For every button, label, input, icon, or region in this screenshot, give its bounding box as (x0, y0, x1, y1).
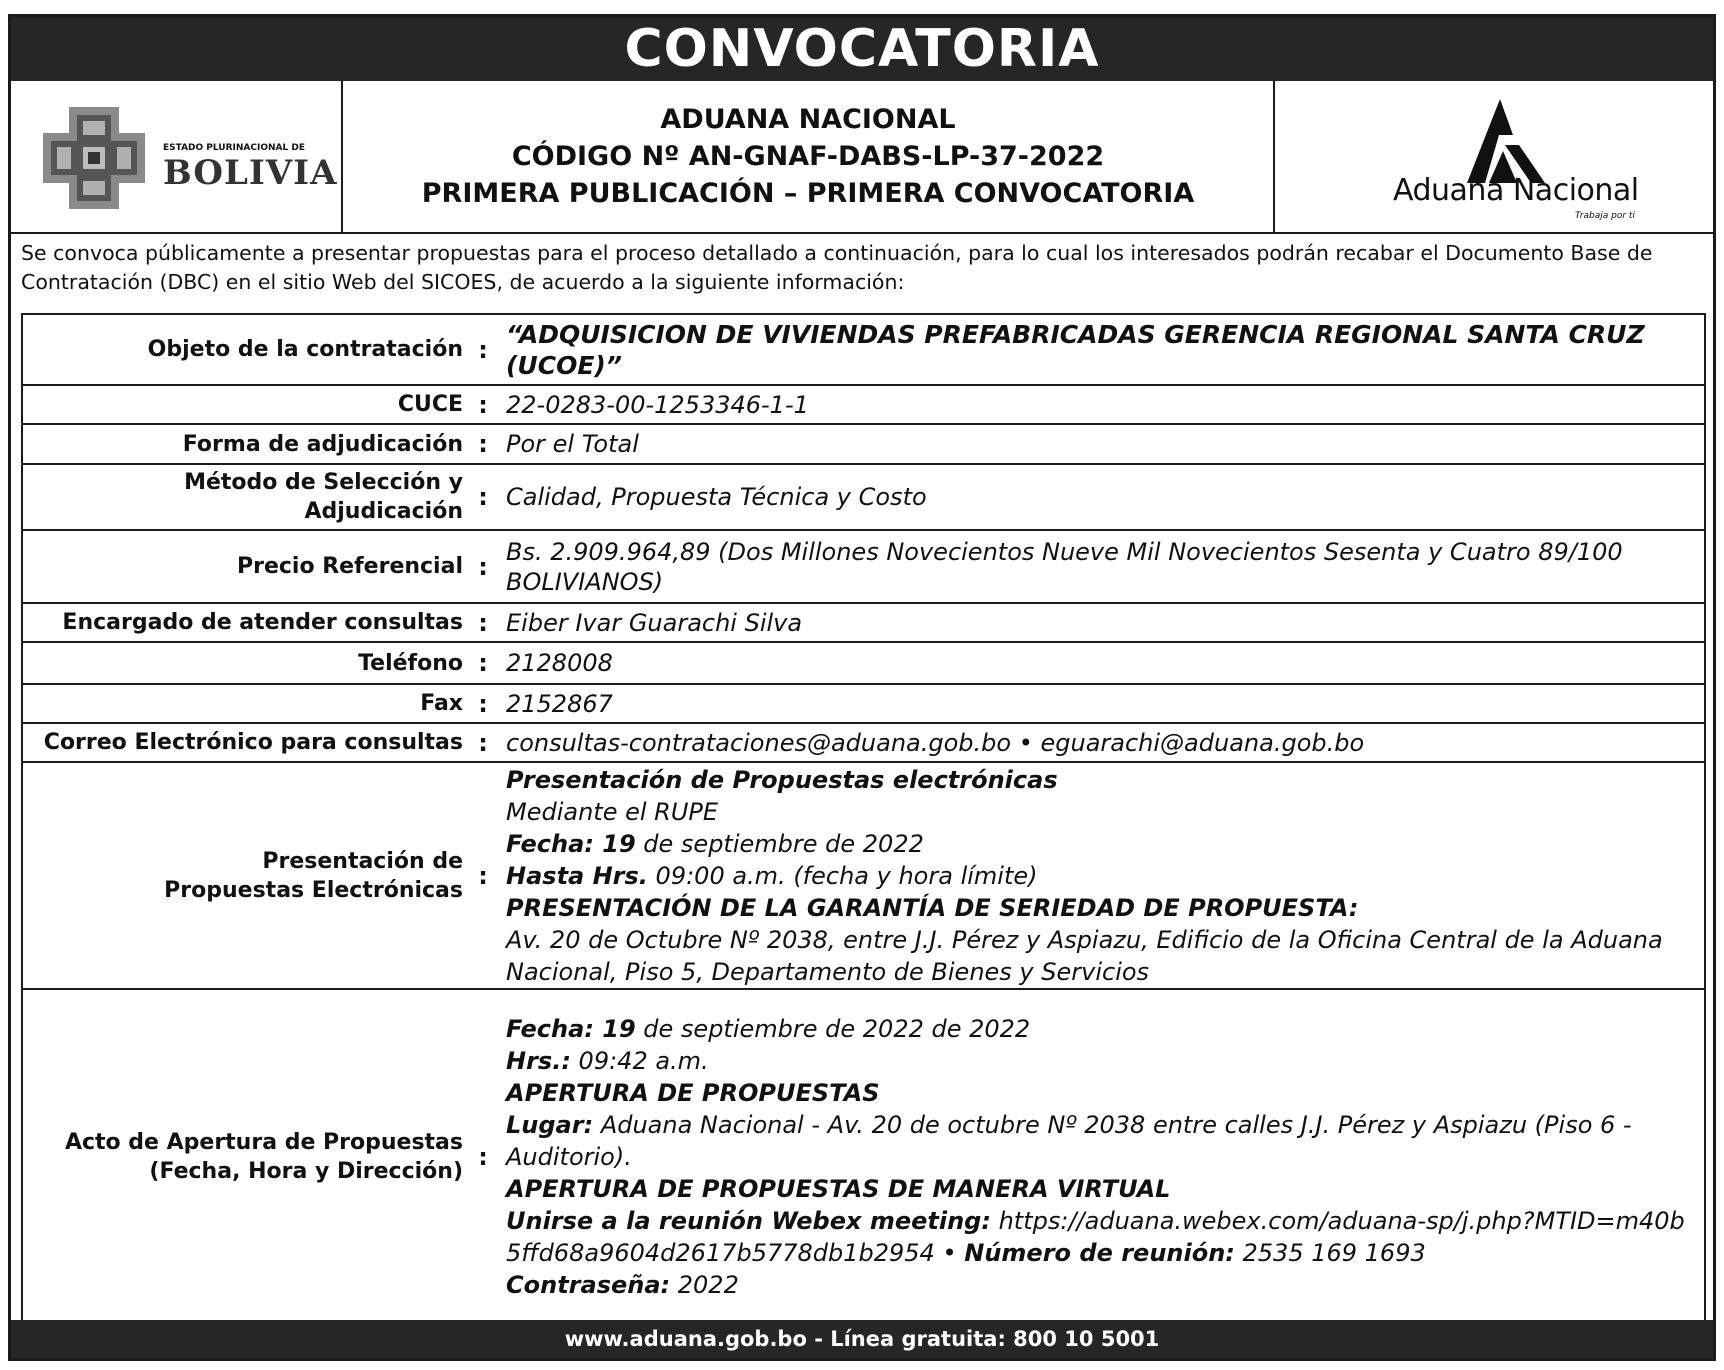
label-presentacion: Presentación de Propuestas Electrónicas (164, 848, 463, 903)
aduana-logo (1273, 81, 1715, 232)
separator: : (478, 430, 488, 458)
value-apertura (506, 990, 1694, 1323)
apertura-fecha: Fecha: 19 de septiembre de 2022 de 2022 (506, 1014, 1031, 1043)
separator: : (478, 390, 488, 419)
label-fax: Fax (420, 691, 463, 716)
row-forma (23, 423, 1704, 463)
footer-text: www.aduana.gob.bo - Línea gratuita: 800 10 5001 (564, 1327, 1160, 1351)
value-presentacion (506, 763, 1694, 988)
row-apertura (23, 988, 1704, 1323)
separator: : (478, 861, 488, 890)
apertura-webex: Unirse a la reunión Webex meeting: https://aduana.webex.com/aduana-sp/j.php?MTID=m40b5ffd68a9604d2617b5778db1b2954 • Número de reunión: 2535 169 1693 (506, 1206, 1685, 1267)
label-cuce: CUCE (397, 392, 463, 417)
bolivia-small-text: ESTADO PLURINACIONAL DE (163, 143, 305, 153)
bolivia-logo (11, 81, 343, 232)
footer-bar (11, 1320, 1713, 1358)
value-cuce: 22-0283-00-1253346-1-1 (506, 390, 809, 419)
row-fax (23, 683, 1704, 722)
value-precio: Bs. 2.909.964,89 (Dos Millones Novecientos Nueve Mil Novecientos Sesenta y Cuatro 89/100 BOLIVIANOS) (506, 537, 1623, 596)
title-banner (11, 17, 1713, 81)
apertura-lugar: Lugar: Aduana Nacional - Av. 20 de octubre Nº 2038 entre calles J.J. Pérez y Aspiazu (Piso 6 - Auditorio). (506, 1110, 1632, 1171)
value-metodo: Calidad, Propuesta Técnica y Costo (506, 483, 927, 511)
row-metodo (23, 463, 1704, 529)
label-precio: Precio Referencial (236, 554, 463, 579)
presentacion-fecha: Fecha: 19 de septiembre de 2022 (506, 829, 924, 858)
row-cuce (23, 384, 1704, 423)
row-precio (23, 529, 1704, 602)
separator: : (478, 728, 488, 757)
value-encargado: Eiber Ivar Guarachi Silva (506, 608, 803, 637)
presentacion-heading: Presentación de Propuestas electrónicas (506, 765, 1058, 794)
row-telefono (23, 641, 1704, 683)
separator: : (478, 335, 488, 364)
apertura-heading: APERTURA DE PROPUESTAS (506, 1078, 880, 1107)
value-fax: 2152867 (506, 689, 613, 718)
row-correo (23, 722, 1704, 761)
value-telefono: 2128008 (506, 649, 613, 677)
separator: : (478, 689, 488, 718)
value-forma: Por el Total (506, 430, 639, 458)
intro-paragraph: Se convoca públicamente a presentar propuestas para el proceso detallado a continuación, para lo cual los interesados podrán recabar el Documento Base de Contratación (DBC) en el sitio Web del SICOES, de acuerdo a la siguiente información: (21, 241, 1653, 294)
header-line-1: ADUANA NACIONAL (660, 104, 956, 135)
info-table (21, 313, 1706, 1325)
label-telefono: Teléfono (358, 650, 463, 676)
label-correo: Correo Electrónico para consultas (43, 730, 463, 755)
label-apertura: Acto de Apertura de Propuestas (Fecha, Hora y Dirección) (64, 1129, 463, 1184)
bolivia-emblem-icon (39, 103, 149, 213)
aduana-mountain-icon (1445, 95, 1555, 185)
apertura-hora: Hrs.: 09:42 a.m. (506, 1046, 709, 1075)
apertura-virtual-heading: APERTURA DE PROPUESTAS DE MANERA VIRTUAL (506, 1174, 1171, 1203)
label-encargado: Encargado de atender consultas (62, 610, 463, 635)
announcement-frame (8, 14, 1716, 1361)
separator: : (478, 608, 488, 637)
aduana-name-text: Aduana Nacional (1393, 173, 1639, 208)
aduana-tagline-text: Trabaja por ti (1575, 211, 1635, 221)
garantia-direccion: Av. 20 de Octubre Nº 2038, entre J.J. Pérez y Aspiazu, Edificio de la Oficina Central de la Aduana Nacional, Piso 5, Departamento de Bienes y Servicios (506, 925, 1663, 986)
header (11, 81, 1713, 234)
header-line-2: CÓDIGO Nº AN-GNAF-DABS-LP-37-2022 (511, 141, 1105, 172)
row-objeto (23, 315, 1704, 384)
label-metodo: Método de Selección y Adjudicación (184, 470, 463, 524)
header-title-block (343, 81, 1273, 232)
bolivia-big-text: BOLIVIA (163, 153, 338, 193)
row-encargado (23, 602, 1704, 641)
row-presentacion (23, 761, 1704, 988)
separator: : (478, 552, 488, 581)
presentacion-hora: Hasta Hrs. 09:00 a.m. (fecha y hora límite) (506, 861, 1038, 890)
value-correo: consultas-contrataciones@aduana.gob.bo • eguarachi@aduana.gob.bo (506, 728, 1365, 757)
header-line-3: PRIMERA PUBLICACIÓN – PRIMERA CONVOCATORIA (421, 178, 1195, 209)
apertura-contrasena: Contraseña: 2022 (506, 1270, 739, 1299)
separator: : (478, 649, 488, 677)
value-objeto: “ADQUISICION DE VIVIENDAS PREFABRICADAS GERENCIA REGIONAL SANTA CRUZ (UCOE)” (506, 319, 1645, 380)
separator: : (478, 483, 488, 511)
webex-link[interactable]: https://aduana.webex.com/aduana-sp/j.php?MTID=m40b5ffd68a9604d2617b5778db1b2954 • (506, 1206, 1685, 1267)
separator: : (478, 1142, 488, 1171)
page-title: CONVOCATORIA (624, 19, 1100, 79)
label-objeto: Objeto de la contratación (147, 337, 463, 362)
label-forma: Forma de adjudicación (182, 431, 463, 457)
presentacion-rupe: Mediante el RUPE (506, 797, 719, 826)
garantia-heading: PRESENTACIÓN DE LA GARANTÍA DE SERIEDAD DE PROPUESTA: (506, 893, 1359, 922)
